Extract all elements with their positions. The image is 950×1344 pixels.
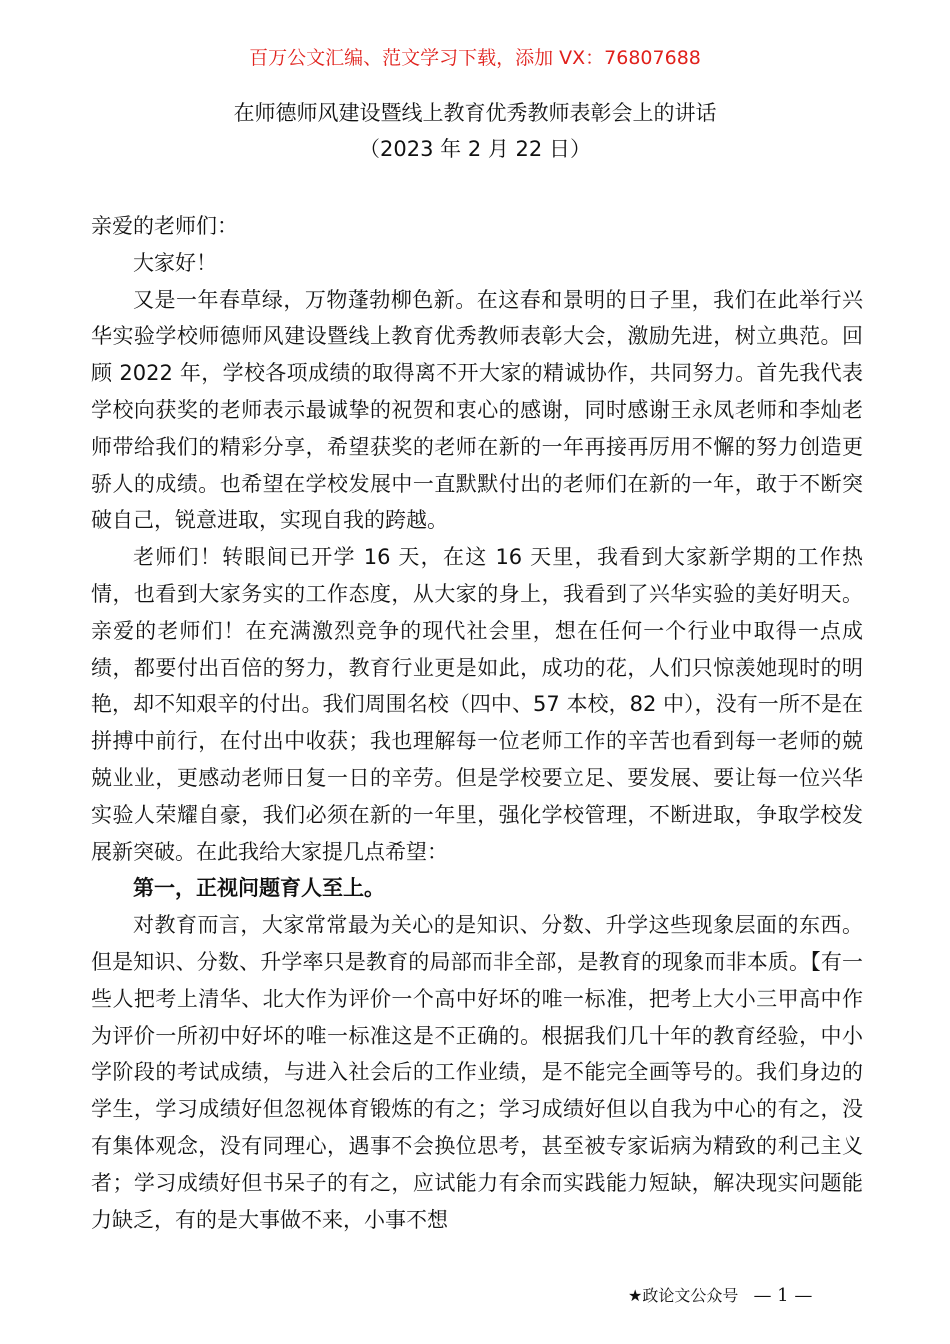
salutation: 亲爱的老师们： — [91, 214, 238, 238]
paragraph-1: 又是一年春草绿，万物蓬勃柳色新。在这春和景明的日子里，我们在此举行兴华实验学校师德师风建设暨线上教育优秀教师表彰大会，激励先进，树立典范。回顾 2022 年，学校各项成绩的取得离不开大家的精诚协作，共同努力。首先我代表学校向获奖的老师表示最诚挚的祝贺和衷心的感谢，同时感谢王永凤老师和李灿老师带给我们的精彩分享，希望获奖的老师在新的一年再接再厉用不懈的努力创造更骄人的成绩。也希望在学校发展中一直默默付出的老师们在新的一年，敢于不断突破自己，锐意进取，实现自我的跨越。 — [91, 287, 863, 533]
section-heading-1: 第一，正视问题育人至上。 — [133, 876, 385, 901]
paragraph-2: 老师们！转眼间已开学 16 天，在这 16 天里，我看到大家新学期的工作热情，也看到大家务实的工作态度，从大家的身上，我看到了兴华实验的美好明天。亲爱的老师们！在充满激烈竞争的现代社会里，想在任何一个行业中取得一点成绩，都要付出百倍的努力，教育行业更是如此，成功的花，人们只惊羡她现时的明艳，却不知艰辛的付出。我们周围名校（四中、57 本校，82 中），没有一所不是在拼搏中前行，在付出中收获；我也理解每一位老师工作的辛苦也看到每一老师的兢兢业业，更感动老师日复一日的辛劳。但是学校要立足、要发展、要让每一位兴华实验人荣耀自豪，我们必须在新的一年里，强化学校管理，不断进取，争取学校发展新突破。在此我给大家提几点希望： — [91, 545, 863, 864]
speech-title: 在师德师风建设暨线上教育优秀教师表彰会上的讲话 — [233, 101, 717, 125]
speech-date: （2023 年 2 月 22 日） — [359, 137, 591, 161]
page-footer — [628, 1284, 812, 1308]
page-number: — 1 — — [753, 1285, 813, 1306]
greeting: 大家好！ — [133, 250, 217, 275]
footer-source: ★政论文公众号 — [628, 1286, 739, 1305]
watermark-banner: 百万公文汇编、范文学习下载，添加 VX：76807688 — [249, 47, 701, 69]
speech-body — [91, 208, 863, 1238]
paragraph-3: 对教育而言，大家常常最为关心的是知识、分数、升学这些现象层面的东西。但是知识、分数、升学率只是教育的局部而非全部，是教育的现象而非本质。【有一些人把考上清华、北大作为评价一个高中好坏的唯一标准，把考上大小三甲高中作为评价一所初中好坏的唯一标准这是不正确的。根据我们几十年的教育经验，中小学阶段的考试成绩，与进入社会后的工作业绩，是不能完全画等号的。我们身边的学生，学习成绩好但忽视体育锻炼的有之；学习成绩好但以自我为中心的有之，没有集体观念，没有同理心，遇事不会换位思考，甚至被专家诟病为精致的利己主义者；学习成绩好但书呆子的有之，应试能力有余而实践能力短缺，解决现实问题能力缺乏，有的是大事做不来，小事不想 — [91, 913, 863, 1232]
